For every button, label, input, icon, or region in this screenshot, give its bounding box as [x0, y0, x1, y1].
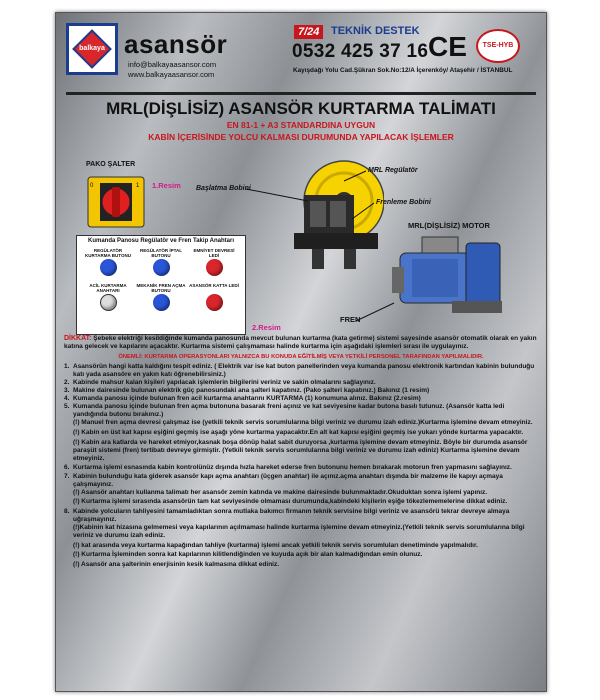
step-item	[64, 395, 538, 403]
tse-badge	[476, 29, 520, 63]
control-label: REGÜLATÖR İPTAL BUTONU	[139, 248, 183, 258]
motor-label: MRL(DİŞLİSİZ) MOTOR	[408, 221, 490, 230]
control-label: MEKANİK FREN AÇMA BUTONU	[136, 283, 186, 293]
step-item	[64, 508, 538, 524]
frenleme-bobini-label: Frenleme Bobini	[376, 199, 431, 206]
svg-text:1: 1	[136, 183, 140, 189]
step-text: Makine dairesinde bulunan elektrik güç panosundaki ana şalteri kapatınız. (Pako şalteri kapatınız.) Bakınız (1 resim)	[73, 387, 430, 395]
button-dot-icon	[153, 259, 170, 276]
step-text: Kabinde yolcuların tahliyesini tamamladıktan sonra mutlaka bakımcı firmanın teknik servisine bilgi veriniz ve asansörü tekrar devreye almaya uğraşmayınız.	[73, 507, 510, 523]
warning-paragraph	[64, 335, 538, 351]
step-note: (!) kat arasında veya kurtarma kapağından tahliye (kurtarma) işlemi ancak yetkili teknik servis sorumluları denetiminde yapılmalıdır.	[73, 541, 478, 549]
step-item	[64, 363, 538, 379]
step-text: Kumanda panosu içinde bulunan fren açma butonuna basarak freni açınız ve kat seviyesine kadar butona basılı tutunuz. (Asansör katta ledi yandığında butonu bırakınız.)	[73, 403, 505, 419]
led-dot-icon	[206, 259, 223, 276]
regulator-rescue-button[interactable]	[83, 248, 133, 276]
step-number: 1.	[64, 362, 70, 370]
emergency-rescue-switch[interactable]	[83, 283, 133, 311]
control-label: REGÜLATÖR KURTARMA BUTONU	[85, 248, 131, 258]
step-text: Kurtarma işlemi esnasında kabin kontrolünüz dışında hızla hareket ederse fren butonunu hemen bırakarak motorun fren yapmasını sağlayınız.	[73, 464, 512, 472]
mechanical-brake-button[interactable]	[136, 283, 186, 311]
step-number: 7.	[64, 472, 70, 480]
header	[56, 13, 546, 95]
key-switch-icon	[100, 294, 117, 311]
page-title: MRL(DİŞLİSİZ) ASANSÖR KURTARMA TALİMATI	[106, 99, 496, 118]
support-tag: 7/24	[294, 25, 323, 39]
step-number: 4.	[64, 395, 70, 403]
button-dot-icon	[100, 259, 117, 276]
address: Kayışdağı Yolu Cad.Şükran Sok.No:12/A İçerenköy/ Ataşehir / İSTANBUL	[293, 67, 513, 74]
step-number: 2.	[64, 378, 70, 386]
control-label: ACİL KURTARMA ANAHTARI	[89, 283, 127, 293]
step-note: (!) Kurtarma işlemi sırasında asansörün tam kat seviyesinde olmaması durumunda,kabindeki kişilerin eşiğe tökezlememelerine dikkat ediniz.	[73, 498, 508, 506]
step-note: (!) Kurtarma İşleminden sonra kat kapılarının kilitlendiğinden ve kuyuda açık bir alan kalmadığından emin olunuz.	[73, 551, 423, 559]
step-number: 3.	[64, 387, 70, 395]
website: www.balkayaasansor.com	[128, 70, 215, 79]
warning-label: DİKKAT:	[64, 335, 92, 342]
scenario-subtitle: KABİN İÇERİSİNDE YOLCU KALMASI DURUMUNDA YAPILACAK İŞLEMLER	[148, 132, 454, 142]
step-item	[64, 387, 538, 395]
brand-name: asansör	[124, 29, 228, 59]
logo-text: balkaya	[79, 45, 105, 52]
control-panel	[76, 235, 246, 335]
contact-info	[128, 60, 216, 80]
svg-text:0: 0	[90, 183, 94, 189]
resim1-label: 1.Resim	[152, 181, 181, 190]
step-text: Kumanda panosu içinde bulunan fren acil kurtarma anahtarını KURTARMA (1) konumuna alınız. Bakınız (2.resim)	[73, 395, 421, 403]
standard-subtitle: EN 81-1 + A3 STANDARDINA UYGUN	[226, 120, 376, 130]
control-label: EMNİYET DEVRESİ LEDİ	[193, 248, 235, 258]
control-label: ASANSÖR KATTA LEDİ	[189, 283, 239, 288]
step-text: Asansörün hangi katta kaldığını tespit ediniz. ( Elektrik var ise kat buton panellerinden veya kumanda panosu elektronik kartından kabinin bulunduğu katı yada asansöre en yakın katı öğrenebilirsiniz.)	[73, 362, 535, 378]
step-note: (!)Kabinin kat hizasına gelmemesi veya kapılarının açılmaması halinde kurtarma işlemine devam etmeyiniz.(Yetkili teknik servis sorumlularına bilgi veriniz ve durumu izah ediniz.	[73, 524, 525, 540]
elevator-at-floor-led	[189, 283, 239, 311]
phone-number: 0532 425 37 16	[292, 41, 429, 62]
step-item	[64, 473, 538, 489]
step-item	[64, 403, 538, 419]
step-note: (!) Asansör anahtarı kullanma talimatı her asansör zemin katında ve makine dairesinde bulunmaktadır.Okuduktan sonra işlemi yapınız.	[73, 488, 488, 496]
resim2-label: 2.Resim	[252, 323, 281, 332]
step-note: (!) Manuel fren açma devresi çalışmaz ise (yetkili teknik servis sorumlularına bilgi veriniz ve durumu izah ediniz.)Kurtarma işlemine devam etmeyiniz.	[73, 419, 533, 427]
step-text: Kabinin bulunduğu kata giderek asansör kapı açma anahtarı (üçgen anahtar) ile açınız.açma anahtarı dışında bir malzeme ile kapıyı açmaya çalışmayınız.	[73, 472, 503, 488]
support-label: TEKNİK DESTEK	[331, 25, 420, 37]
step-note: (!) Asansör ana şalterinin enerjisinin kesik kalmasına dikkat ediniz.	[73, 560, 280, 568]
header-divider	[66, 92, 536, 95]
safety-circuit-led	[189, 248, 239, 276]
company-logo	[66, 23, 118, 75]
step-number: 8.	[64, 507, 70, 515]
step-text: Kabinde mahsur kalan kişileri yapılacak işlemlerin bilgilerini veriniz ve sakin olmalarını sağlayınız.	[73, 378, 376, 386]
email: info@balkayaasansor.com	[128, 60, 217, 69]
step-item	[64, 379, 538, 387]
motor-illustration	[392, 231, 512, 319]
important-notice: ÖNEMLİ: KURTARMA OPERASYONLARI YALNIZCA BU KONUDA EĞİTİLMİŞ VEYA YETKİLİ PERSONEL TARAFINDAN YAPILMALIDIR.	[118, 353, 484, 360]
step-item	[64, 464, 538, 472]
instructions-body	[64, 335, 538, 571]
mrl-regulator-label: MRL Regülatör	[368, 167, 418, 174]
pako-label: PAKO ŞALTER	[86, 161, 136, 168]
step-note: (!) Kabin ara katlarda ve hareket etmiyor,kasnak boşa dönüp halat sabit duruyorsa ,kurtarma işlemine devam etmeyiniz. Böyle bir durumda asansör paraşüt sistemi (fren) tertibatı devreye girmiştir. (Yetkili teknik servis sorumlularına bilgi veriniz ve durumu izah ediniz) Kurtarma işlemine devam etmeyiniz.	[73, 438, 528, 462]
step-number: 5.	[64, 403, 70, 411]
step-number: 6.	[64, 464, 70, 472]
illustration-area	[56, 145, 546, 335]
warning-text: Şebeke elektriği kesildiğinde kumanda panosunda mevcut bulunan kurtarma (kata getirme) sistemi sayesinde asansör otomatik olarak en yakın katına gelecek ve kapılarını açacaktır. Kurtarma sistemi çalışmaması halinde kurtarma için aşağıdaki işlemleri sırası ile uygulayınız.	[64, 335, 537, 351]
fren-label: FREN	[340, 315, 361, 324]
baslatma-bobini-label: Başlatma Bobini	[196, 185, 251, 192]
ce-mark: CE	[428, 31, 467, 62]
tse-label: TSE-HYB	[482, 42, 514, 49]
instruction-plate	[55, 12, 547, 692]
led-dot-icon	[206, 294, 223, 311]
panel-title: Kumanda Panosu Regülatör ve Fren Takip Anahtarı	[87, 238, 235, 244]
button-dot-icon	[153, 294, 170, 311]
regulator-cancel-button[interactable]	[136, 248, 186, 276]
step-note: (!) Kabin en üst kat kapısı eşiğini geçmiş ise aşağı yöne kurtarma yapacaktır.En alt kat kapısı eşiğini geçmiş ise yukarı yönde kurtarma yapacaktır.	[73, 429, 524, 437]
